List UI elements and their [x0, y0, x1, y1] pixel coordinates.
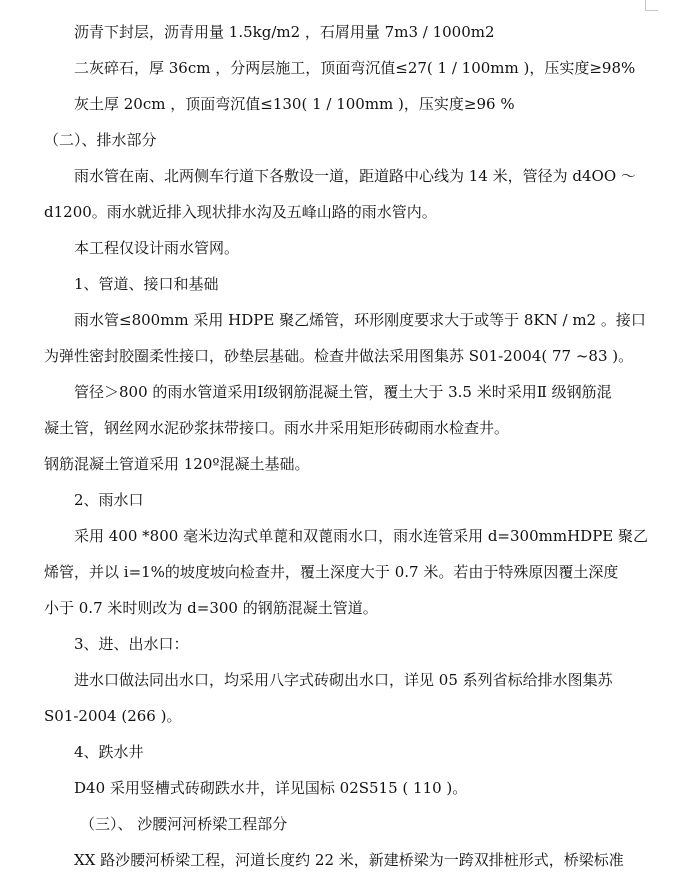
paragraph-line: S01-2004 (266 )。 [44, 707, 182, 725]
paragraph-line: 为弹性密封胶圈柔性接口，砂垫层基础。检查井做法采用图集苏 S01-2004( 77 ~83 )。 [44, 347, 634, 365]
paragraph-line: 小于 0.7 米时则改为 d=300 的钢筋混凝土管道。 [44, 599, 378, 617]
subsection-heading-outlet: 3、进、出水口： [74, 635, 189, 653]
paragraph-line-seal-layer: 沥青下封层，沥青用量 1.5kg/m2 ，石屑用量 7m3 / 1000m2 [74, 23, 495, 41]
paragraph-line: 本工程仅设计雨水管网。 [74, 239, 240, 257]
paragraph-line: 管径＞800 的雨水管道采用Ⅰ级钢筋混凝土管，覆土大于 3.5 米时采用Ⅱ 级钢筋混 [74, 383, 612, 401]
subsection-heading-drop-well: 4、跌水井 [74, 743, 144, 761]
section-heading-drainage: （二）、排水部分 [44, 131, 157, 149]
paragraph-line: XX 路沙腰河桥梁工程，河道长度约 22 米，新建桥梁为一跨双排桩形式，桥梁标准 [74, 851, 624, 869]
paragraph-line-lime-gravel: 二灰碎石，厚 36cm ，分两层施工，顶面弯沉值≤27( 1 / 100mm )，压实度≥98% [74, 59, 636, 77]
paragraph-line: 烯管，并以 i=1%的坡度坡向检查井，覆土深度大于 0.7 米。若由于特殊原因覆土深度 [44, 563, 619, 581]
subsection-heading-pipes: 1、管道、接口和基础 [74, 275, 219, 293]
paragraph-line: 钢筋混凝土管道采用 120º混凝土基础。 [44, 455, 310, 473]
document-body [44, 14, 658, 878]
paragraph-line: 采用 400 *800 毫米边沟式单蓖和双蓖雨水口，雨水连管采用 d=300mmHDPE 聚乙 [74, 527, 649, 545]
subsection-heading-inlet: 2、雨水口 [74, 491, 144, 509]
paragraph-line: 雨水管在南、北两侧车行道下各敷设一道，距道路中心线为 14 米，管径为 d4OO ～ [74, 167, 636, 185]
paragraph-line-lime-soil: 灰土厚 20cm ，顶面弯沉值≤130( 1 / 100mm )，压实度≥96 % [74, 95, 515, 113]
paragraph-line: d1200。雨水就近排入现状排水沟及五峰山路的雨水管内。 [44, 203, 437, 221]
paragraph-line: D40 采用竖槽式砖砌跌水井，详见国标 02S515 ( 110 )。 [74, 779, 468, 797]
paragraph-line: 雨水管≤800mm 采用 HDPE 聚乙烯管，环形刚度要求大于或等于 8KN / m2 。接口 [74, 311, 646, 329]
section-heading-bridge: （三）、 沙腰河河桥梁工程部分 [80, 815, 288, 833]
paragraph-line: 进水口做法同出水口，均采用八字式砖砌出水口，详见 05 系列省标给排水图集苏 [74, 671, 613, 689]
page-corner-mark [645, 0, 658, 11]
paragraph-line: 凝土管，钢丝网水泥砂浆抹带接口。雨水井采用矩形砖砌雨水检查井。 [44, 419, 510, 437]
